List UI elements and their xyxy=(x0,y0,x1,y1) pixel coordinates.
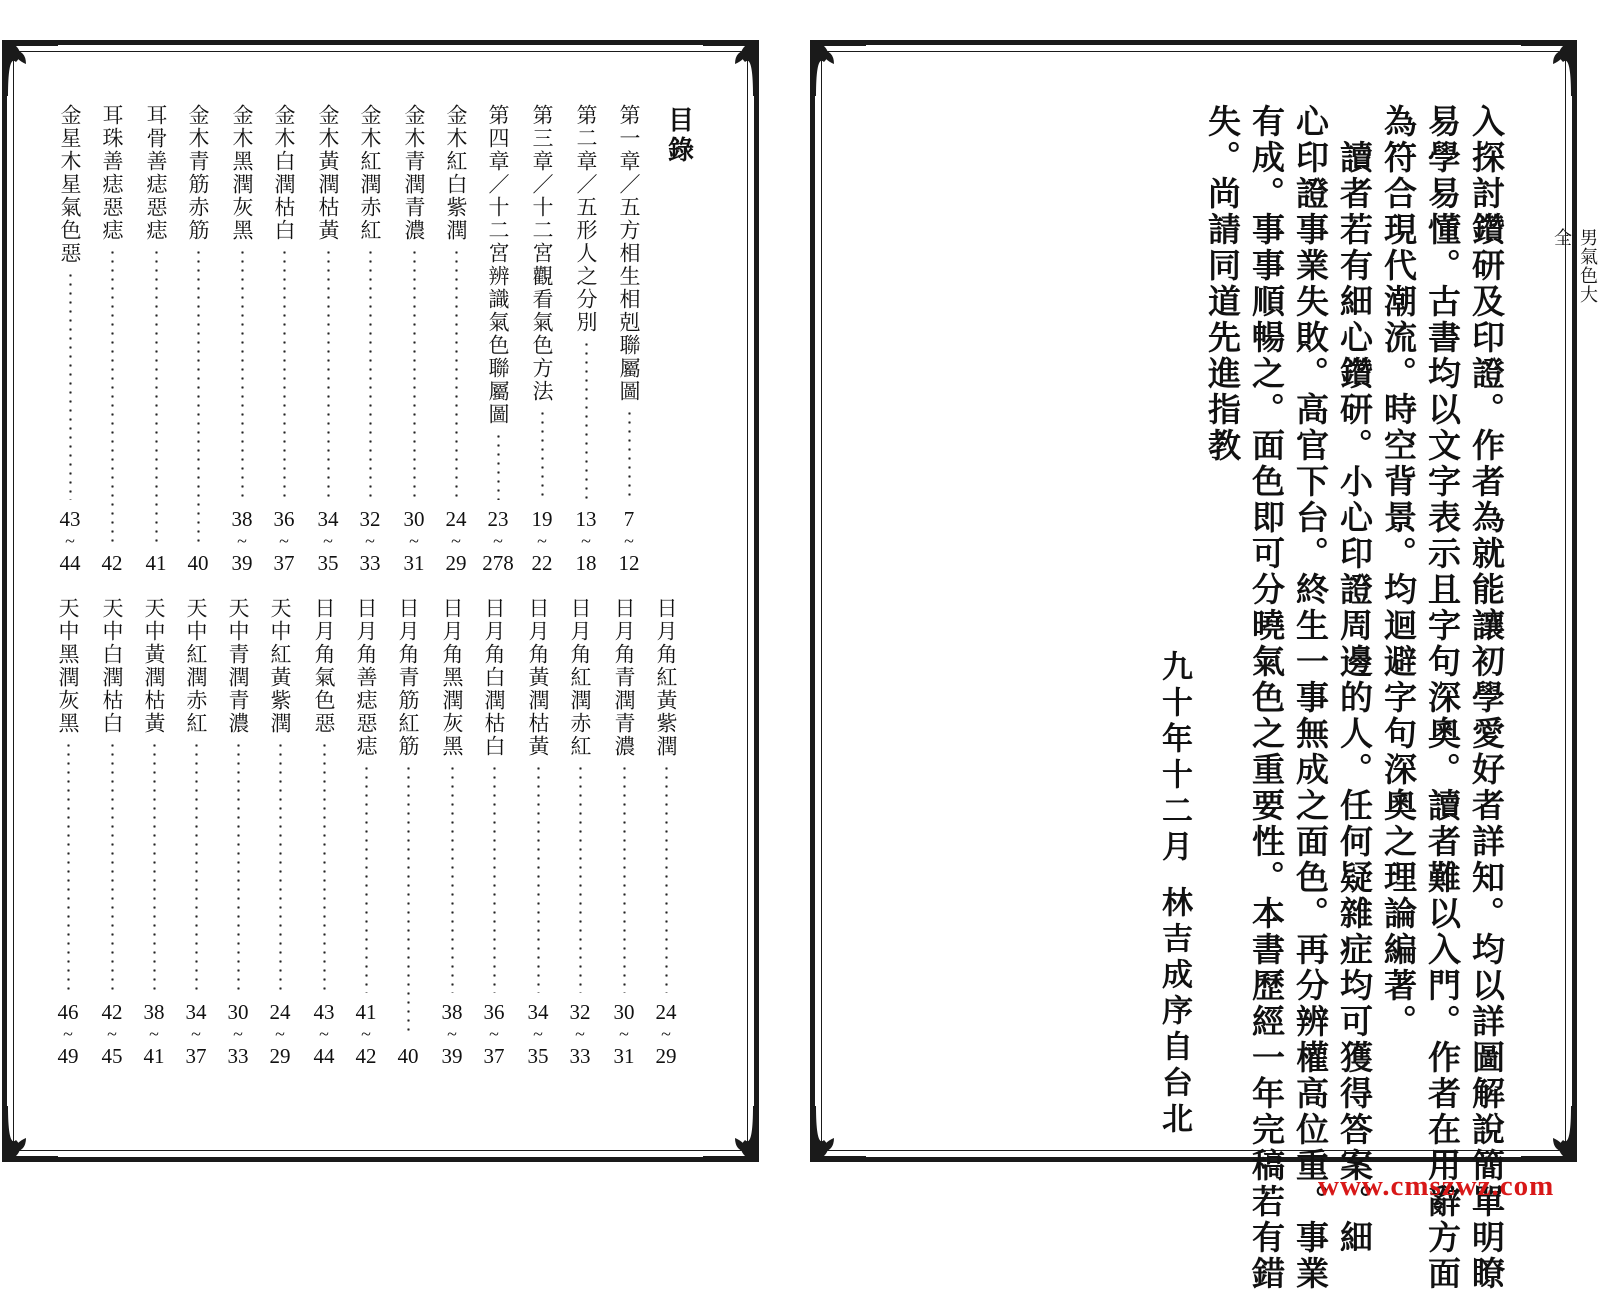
toc-page-end: 33 xyxy=(569,1044,591,1068)
toc-entry-page xyxy=(614,1001,635,1067)
toc-leader-dots xyxy=(155,248,158,544)
toc-entry-page xyxy=(482,508,514,574)
toc-entry[interactable] xyxy=(520,597,556,1067)
toc-leader-dots xyxy=(111,248,114,544)
toc-page-range-tilde: ~ xyxy=(493,531,503,551)
toc-entry-title: 第二章／五形人之分別 xyxy=(574,104,598,334)
toc-page-range-tilde: ~ xyxy=(619,1024,629,1044)
toc-leader-dots xyxy=(195,741,198,993)
toc-page-range-tilde: ~ xyxy=(365,531,375,551)
toc-page-end: 39 xyxy=(441,1044,463,1068)
preface-line-7: 失。尚請同道先進指教 xyxy=(1203,104,1242,464)
margin-book-title: 男氣色大全 xyxy=(1551,228,1598,304)
corner-ornament-icon xyxy=(703,40,759,96)
toc-entry-title: 第一章／五方相生相剋聯屬圖 xyxy=(617,104,641,403)
toc-leader-dots xyxy=(493,764,496,993)
toc-entry[interactable] xyxy=(94,104,130,574)
toc-page-start: 24 xyxy=(655,1000,677,1024)
toc-page-end: 37 xyxy=(483,1044,505,1068)
toc-entry-title: 金星木星氣色惡 xyxy=(58,104,82,265)
toc-entry[interactable] xyxy=(524,104,560,574)
toc-entry[interactable] xyxy=(306,597,342,1067)
toc-page-range-tilde: ~ xyxy=(533,1024,543,1044)
toc-page-end: 18 xyxy=(575,551,597,575)
toc-entry[interactable] xyxy=(434,597,470,1067)
toc-page-start: 24 xyxy=(445,507,467,531)
toc-entry-page xyxy=(528,1001,549,1067)
preface-line-4: 讀者若有細心鑽研。小心印證周邊的人。任何疑雜症均可獲得答案。細 xyxy=(1335,104,1374,1256)
toc-entry-title: 金木紅潤赤紅 xyxy=(358,104,382,242)
preface-date: 九十年十二月 xyxy=(1156,650,1192,866)
toc-entry-title: 金木青筋赤筋 xyxy=(186,104,210,242)
toc-entry-page xyxy=(186,1001,207,1067)
toc-page-range-tilde: ~ xyxy=(279,531,289,551)
toc-leader-dots xyxy=(111,741,114,993)
toc-leader-dots xyxy=(579,764,582,993)
toc-entry-page xyxy=(274,508,295,574)
toc-leader-dots xyxy=(497,432,500,500)
toc-entry-title: 天中紅潤赤紅 xyxy=(184,597,208,735)
toc-page-range-tilde: ~ xyxy=(451,531,461,551)
toc-entry-page xyxy=(232,508,253,574)
toc-entry-title: 天中白潤枯白 xyxy=(100,597,124,735)
toc-page-end: 29 xyxy=(655,1044,677,1068)
toc-entry-page xyxy=(228,1001,249,1067)
toc-page-start: 36 xyxy=(483,1000,505,1024)
toc-entry[interactable] xyxy=(262,597,298,1067)
toc-entry-title: 金木青潤青濃 xyxy=(402,104,426,242)
toc-page-start: 34 xyxy=(185,1000,207,1024)
toc-page-start: 43 xyxy=(313,1000,335,1024)
toc-entry-page xyxy=(144,1001,165,1067)
toc-page-end: 44 xyxy=(59,551,81,575)
toc-entry-title: 天中青潤青濃 xyxy=(226,597,250,735)
toc-leader-dots xyxy=(369,248,372,500)
toc-page-start: 23 xyxy=(487,507,509,531)
toc-entry-page xyxy=(318,508,339,574)
toc-page-start: 36 xyxy=(273,507,295,531)
corner-ornament-icon xyxy=(2,1106,58,1162)
toc-entry-title: 金木白潤枯白 xyxy=(272,104,296,242)
toc-page-end: 33 xyxy=(359,551,381,575)
toc-entry-title: 天中黃潤枯黃 xyxy=(142,597,166,735)
preface-line-5: 心印證事業失敗。高官下台。終生一事無成之面色。再分辨權高位重。事業 xyxy=(1291,104,1330,1292)
toc-leader-dots xyxy=(585,340,588,500)
toc-page-end: 31 xyxy=(403,551,425,575)
toc-entry-title: 日月角白潤枯白 xyxy=(482,597,506,758)
toc-leader-dots xyxy=(323,741,326,993)
toc-page-end: 37 xyxy=(273,551,295,575)
toc-leader-dots xyxy=(665,764,668,993)
toc-page-start: 30 xyxy=(227,1000,249,1024)
toc-page-end: 40 xyxy=(397,1044,419,1068)
toc-page-start: 30 xyxy=(403,507,425,531)
toc-entry-page xyxy=(188,552,209,574)
toc-page-end: 49 xyxy=(57,1044,79,1068)
toc-entry[interactable] xyxy=(352,104,388,574)
corner-ornament-icon xyxy=(1521,1106,1577,1162)
toc-page-end: 22 xyxy=(531,551,553,575)
toc-leader-dots xyxy=(283,248,286,500)
toc-entry-page xyxy=(356,1001,377,1067)
toc-page-end: 37 xyxy=(185,1044,207,1068)
toc-page-start: 34 xyxy=(317,507,339,531)
toc-entry-page xyxy=(532,508,553,574)
preface-signature: 林吉成序自台北 xyxy=(1156,886,1192,1138)
toc-entry-page xyxy=(484,1001,505,1067)
corner-ornament-icon xyxy=(810,40,866,96)
toc-entry[interactable] xyxy=(266,104,302,574)
toc-page-start: 46 xyxy=(57,1000,79,1024)
toc-entry[interactable] xyxy=(94,597,130,1067)
toc-leader-dots xyxy=(237,741,240,993)
toc-entry-page xyxy=(398,1045,419,1067)
toc-entry[interactable] xyxy=(390,597,426,1067)
toc-page-end: 31 xyxy=(613,1044,635,1068)
toc-entry[interactable] xyxy=(568,104,604,574)
toc-entry-page xyxy=(360,508,381,574)
corner-ornament-icon xyxy=(703,1106,759,1162)
toc-entry[interactable] xyxy=(310,104,346,574)
toc-title: 目 錄 xyxy=(667,106,694,166)
toc-page-end: 45 xyxy=(101,1044,123,1068)
toc-page-range-tilde: ~ xyxy=(63,1024,73,1044)
toc-page-range-tilde: ~ xyxy=(489,1024,499,1044)
toc-page-range-tilde: ~ xyxy=(661,1024,671,1044)
toc-entry-title: 天中紅黃紫潤 xyxy=(268,597,292,735)
toc-page-range-tilde: ~ xyxy=(624,531,634,551)
scan-header-strip xyxy=(0,0,1600,12)
toc-entry-title: 日月角氣色惡 xyxy=(312,597,336,735)
toc-page-range-tilde: ~ xyxy=(237,531,247,551)
toc-entry-title: 耳珠善痣惡痣 xyxy=(100,104,124,242)
toc-page-range-tilde: ~ xyxy=(447,1024,457,1044)
preface-line-3: 為符合現代潮流。時空背景。均迴避字句深奧之理論編著。 xyxy=(1379,104,1418,1040)
toc-entry[interactable] xyxy=(648,597,684,1067)
toc-entry-page xyxy=(446,508,467,574)
toc-entry[interactable] xyxy=(562,597,598,1067)
toc-page-end: 40 xyxy=(187,551,209,575)
toc-page-range-tilde: ~ xyxy=(319,1024,329,1044)
toc-page-range-tilde: ~ xyxy=(537,531,547,551)
toc-leader-dots xyxy=(327,248,330,500)
toc-page-range-tilde: ~ xyxy=(409,531,419,551)
toc-page-end: 12 xyxy=(618,551,640,575)
toc-entry-title: 日月角黃潤枯黃 xyxy=(526,597,550,758)
toc-page-start: 34 xyxy=(527,1000,549,1024)
toc-leader-dots xyxy=(623,764,626,993)
toc-page-start: 19 xyxy=(531,507,553,531)
toc-entry-title: 耳骨善痣惡痣 xyxy=(144,104,168,242)
toc-entry-page xyxy=(576,508,597,574)
toc-entry[interactable] xyxy=(476,597,512,1067)
toc-page-range-tilde: ~ xyxy=(107,1024,117,1044)
toc-page-end: 41 xyxy=(145,551,167,575)
toc-page-start: 13 xyxy=(575,507,597,531)
toc-page-end: 29 xyxy=(445,551,467,575)
toc-page-end: 42 xyxy=(355,1044,377,1068)
preface-line-1: 入探討鑽研及印證。作者為就能讓初學愛好者詳知。均以詳圖解說簡單明瞭 xyxy=(1467,104,1506,1292)
toc-page-range-tilde: ~ xyxy=(581,531,591,551)
toc-leader-dots xyxy=(541,409,544,500)
watermark: www.cmszwz.com xyxy=(1318,1170,1555,1202)
toc-page-end: 44 xyxy=(313,1044,335,1068)
toc-leader-dots xyxy=(365,764,368,993)
toc-page-range-tilde: ~ xyxy=(149,1024,159,1044)
toc-entry-title: 金木黃潤枯黃 xyxy=(316,104,340,242)
toc-entry[interactable] xyxy=(224,104,260,574)
toc-entry[interactable] xyxy=(136,597,172,1067)
toc-entry-page xyxy=(58,1001,79,1067)
toc-page-end: 35 xyxy=(527,1044,549,1068)
toc-leader-dots xyxy=(279,741,282,993)
toc-page-start: 42 xyxy=(101,1000,123,1024)
toc-entry[interactable] xyxy=(138,104,174,574)
toc-page-start: 24 xyxy=(269,1000,291,1024)
toc-leader-dots xyxy=(451,764,454,993)
preface-line-6: 有成。事事順暢之。面色即可分曉氣色之重要性。本書歷經一年完稿若有錯 xyxy=(1247,104,1286,1292)
toc-entry-title: 日月角紅潤赤紅 xyxy=(568,597,592,758)
toc-entry[interactable] xyxy=(438,104,474,574)
toc-page-end: 41 xyxy=(143,1044,165,1068)
toc-entry-title: 日月角紅黃紫潤 xyxy=(654,597,678,758)
toc-entry[interactable] xyxy=(480,104,516,574)
toc-entry-title: 金木紅白紫潤 xyxy=(444,104,468,242)
toc-entry-page xyxy=(656,1001,677,1067)
toc-leader-dots xyxy=(153,741,156,993)
toc-entry-title: 金木黑潤灰黑 xyxy=(230,104,254,242)
corner-ornament-icon xyxy=(810,1106,866,1162)
toc-entry[interactable] xyxy=(606,597,642,1067)
toc-page-range-tilde: ~ xyxy=(361,1024,371,1044)
toc-entry[interactable] xyxy=(220,597,256,1067)
toc-page-end: 29 xyxy=(269,1044,291,1068)
toc-entry-page xyxy=(146,552,167,574)
toc-entry-title: 第四章／十二宮辨識氣色聯屬圖 xyxy=(486,104,510,426)
toc-entry-title: 第三章／十二宮觀看氣色方法 xyxy=(530,104,554,403)
toc-entry-page xyxy=(270,1001,291,1067)
toc-page-range-tilde: ~ xyxy=(275,1024,285,1044)
toc-entry[interactable] xyxy=(396,104,432,574)
toc-leader-dots xyxy=(628,409,631,500)
toc-page-range-tilde: ~ xyxy=(191,1024,201,1044)
toc-page-end: 278 xyxy=(482,551,514,575)
toc-entry-title: 天中黑潤灰黑 xyxy=(56,597,80,735)
toc-page-range-tilde: ~ xyxy=(575,1024,585,1044)
toc-page-range-tilde: ~ xyxy=(65,531,75,551)
toc-entry-page xyxy=(102,1001,123,1067)
toc-page-start: 43 xyxy=(59,507,81,531)
toc-leader-dots xyxy=(241,248,244,500)
toc-leader-dots xyxy=(69,271,72,500)
toc-entry-page xyxy=(102,552,123,574)
toc-page-start: 38 xyxy=(231,507,253,531)
toc-page-start: 7 xyxy=(623,507,635,531)
toc-page-start: 32 xyxy=(569,1000,591,1024)
toc-leader-dots xyxy=(413,248,416,500)
toc-entry[interactable] xyxy=(348,597,384,1067)
toc-leader-dots xyxy=(67,741,70,993)
toc-leader-dots xyxy=(197,248,200,544)
toc-entry-page xyxy=(314,1001,335,1067)
toc-entry-page xyxy=(442,1001,463,1067)
toc-entry-page xyxy=(570,1001,591,1067)
toc-page-start: 30 xyxy=(613,1000,635,1024)
toc-page-end: 39 xyxy=(231,551,253,575)
toc-page-start: 38 xyxy=(143,1000,165,1024)
toc-leader-dots xyxy=(537,764,540,993)
toc-page-end: 33 xyxy=(227,1044,249,1068)
toc-entry[interactable] xyxy=(178,597,214,1067)
toc-leader-dots xyxy=(407,764,410,1037)
toc-page-start: 41 xyxy=(355,1000,377,1024)
toc-entry-title: 日月角黑潤灰黑 xyxy=(440,597,464,758)
toc-page-range-tilde: ~ xyxy=(233,1024,243,1044)
toc-leader-dots xyxy=(455,248,458,500)
preface-line-2: 易學易懂。古書均以文字表示且字句深奧。讀者難以入門。作者在用辭方面 xyxy=(1423,104,1462,1292)
toc-page-start: 38 xyxy=(441,1000,463,1024)
corner-ornament-icon xyxy=(1521,40,1577,96)
toc-page-end: 35 xyxy=(317,551,339,575)
corner-ornament-icon xyxy=(2,40,58,96)
toc-entry-title: 日月角善痣惡痣 xyxy=(354,597,378,758)
toc-entry-page xyxy=(60,508,81,574)
toc-entry-title: 日月角青筋紅筋 xyxy=(396,597,420,758)
toc-entry[interactable] xyxy=(50,597,86,1067)
toc-page-end: 42 xyxy=(101,551,123,575)
toc-entry[interactable] xyxy=(52,104,88,574)
toc-entry-title: 日月角青潤青濃 xyxy=(612,597,636,758)
toc-entry[interactable] xyxy=(180,104,216,574)
toc-entry[interactable] xyxy=(611,104,647,574)
toc-page-start: 32 xyxy=(359,507,381,531)
toc-page-range-tilde: ~ xyxy=(323,531,333,551)
toc-entry-page xyxy=(404,508,425,574)
toc-entry-page xyxy=(619,508,640,574)
